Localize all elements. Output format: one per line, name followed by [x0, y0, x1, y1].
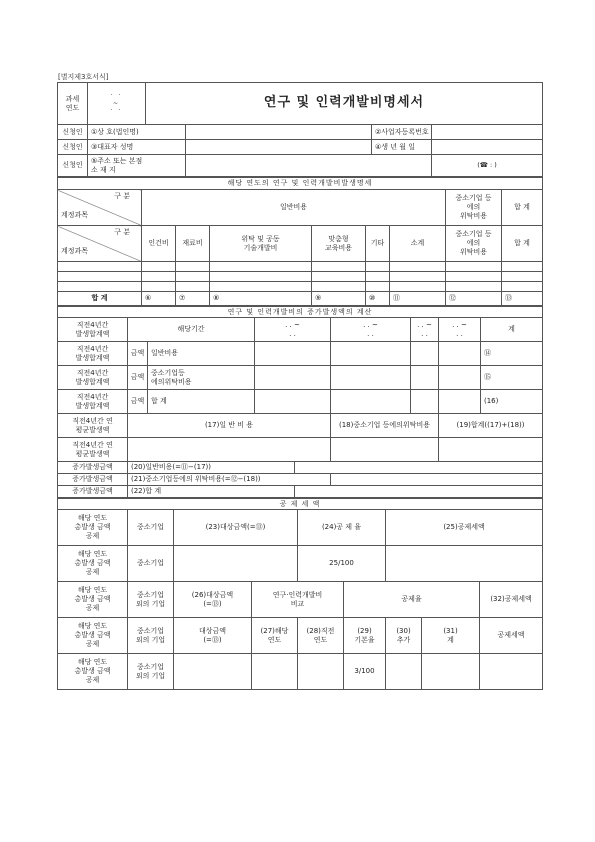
section1-title: 해당 연도의 연구 및 인력개발비발생명세 — [58, 178, 543, 190]
s2-general-c3[interactable] — [411, 342, 439, 366]
s1-sum-label: 합 계 — [58, 292, 142, 306]
s3-c25-value[interactable] — [386, 546, 543, 582]
address-label: ⑤주소 또는 본점 소 재 지 — [88, 155, 186, 177]
s2-period-label: 해당기간 — [128, 318, 255, 342]
s1-custom-edu-header: 맞춤형 교육비용 — [312, 226, 366, 262]
s3-c27: (27)해당 연도 — [252, 618, 298, 654]
s2-range-4[interactable]: . . ~ . . — [439, 318, 481, 342]
phone-field[interactable]: (☎ : ) — [432, 155, 543, 177]
s1-cell[interactable] — [176, 272, 210, 282]
s2-prev4-label: 직전4년간 발생합계액 — [58, 318, 128, 342]
s2-num-16[interactable]: (16) — [481, 390, 543, 414]
s1-cell[interactable] — [502, 262, 543, 272]
s1-data-row-3 — [58, 282, 543, 292]
s2-sum-header: 계 — [481, 318, 543, 342]
address-field[interactable] — [186, 155, 432, 177]
s2-inc-label-3: 증가발생금액 — [58, 486, 128, 498]
s1-account-text-2: 계정과목 — [61, 246, 89, 255]
s1-cell[interactable] — [58, 282, 142, 292]
s3-c26: (26)대상금액 (=⑬) — [174, 582, 252, 618]
s2-avg-17[interactable]: (17)일 반 비 용 — [128, 414, 331, 438]
s3-c30: (30) 추가 — [386, 618, 422, 654]
s2-avg-label-2: 직전4년간 연 평균발생액 — [58, 438, 128, 462]
s2-range-2[interactable]: . . ~ . . — [331, 318, 411, 342]
s3-c28-value[interactable] — [298, 654, 344, 690]
s3-c31: (31) 계 — [422, 618, 480, 654]
section-increase-table — [57, 306, 543, 498]
section2-title: 연구 및 인력개발비의 증가발생액의 계산 — [58, 307, 543, 318]
s1-gubun-text-2: 구 분 — [114, 228, 130, 236]
applicant-label-3: 신청인 — [58, 155, 88, 177]
s2-inc-22-value[interactable] — [295, 486, 543, 498]
s1-cell[interactable] — [366, 282, 390, 292]
s3-rate-3: 3/100 — [344, 654, 386, 690]
section-deduction-table — [57, 498, 543, 690]
s2-inc-22: (22)합 계 — [128, 486, 295, 498]
s2-sme-c2[interactable] — [331, 366, 411, 390]
s2-avg-19[interactable]: (19)합계((17)+(18)) — [439, 414, 543, 438]
s2-range-3[interactable]: . . ~ . . — [411, 318, 439, 342]
s1-cell[interactable] — [176, 282, 210, 292]
tax-year-value[interactable]: · · ~ · · — [88, 83, 146, 125]
s2-avg-value-19[interactable] — [439, 438, 543, 462]
s3-row-label-3: 해당 연도 총발생 금액 공제 — [58, 582, 128, 618]
company-name-label: ①상 호(법인명) — [88, 125, 186, 140]
s1-cell[interactable] — [312, 282, 366, 292]
s3-sme-1: 중소기업 — [128, 510, 174, 546]
s2-prev4-label-3: 직전4년간 발생합계액 — [58, 366, 128, 390]
s1-consign-header: 위탁 및 공동 기술개발비 — [210, 226, 312, 262]
statement-form — [57, 82, 542, 690]
s1-cell[interactable] — [312, 272, 366, 282]
s2-total-c2[interactable] — [331, 390, 411, 414]
s1-labor-header: 인건비 — [142, 226, 176, 262]
s1-cell[interactable] — [58, 272, 142, 282]
s2-sme-c3[interactable] — [411, 366, 439, 390]
s1-cell[interactable] — [366, 262, 390, 272]
sum-num-6[interactable]: ⑥ — [142, 292, 176, 306]
s3-sme-2: 중소기업 — [128, 546, 174, 582]
sum-num-7[interactable]: ⑦ — [176, 292, 210, 306]
s3-c25: (25)공제세액 — [386, 510, 543, 546]
biz-no-label: ②사업자등록번호 — [372, 125, 432, 140]
s2-inc-label-1: 증가발생금액 — [58, 462, 128, 474]
applicant-label: 신청인 — [58, 125, 88, 140]
s1-cell[interactable] — [446, 262, 502, 272]
biz-no-field[interactable] — [432, 125, 543, 140]
s1-data-row-2 — [58, 272, 543, 282]
s1-total-header-2: 합 계 — [502, 226, 543, 262]
s3-non-sme-2: 중소기업 외의 기업 — [128, 618, 174, 654]
s2-inc-label-2: 증가발생금액 — [58, 474, 128, 486]
section3-title: 공 제 세 액 — [58, 499, 543, 510]
s2-amount-label-2: 금액 — [128, 366, 148, 390]
s2-general-c1[interactable] — [255, 342, 331, 366]
s3-tax: 공제세액 — [480, 618, 543, 654]
s2-inc-21: (21)중소기업등에의 위탁비용(=⑫−(18)) — [128, 474, 331, 486]
s1-cell[interactable] — [502, 272, 543, 282]
s2-total-label: 합 계 — [148, 390, 255, 414]
s2-prev4-label-2: 직전4년간 발생합계액 — [58, 342, 128, 366]
applicant-label-2: 신청인 — [58, 140, 88, 155]
s1-cell[interactable] — [502, 282, 543, 292]
s3-c27-value[interactable] — [252, 654, 298, 690]
s2-total-c4[interactable] — [439, 390, 481, 414]
s1-cell[interactable] — [58, 262, 142, 272]
s1-data-row-1 — [58, 262, 543, 272]
birth-label: ④생 년 월 일 — [372, 140, 432, 155]
s2-avg-value-17[interactable] — [128, 438, 331, 462]
s2-amount-label: 금액 — [128, 342, 148, 366]
s3-c32: (32)공제세액 — [480, 582, 543, 618]
form-tag: [별지제3호서식] — [58, 73, 109, 81]
sum-num-8[interactable]: ⑧ — [210, 292, 312, 306]
s2-sme-c4[interactable] — [439, 366, 481, 390]
sum-num-13[interactable]: ⑬ — [502, 292, 543, 306]
s3-non-sme-1: 중소기업 외의 기업 — [128, 582, 174, 618]
s1-cell[interactable] — [366, 272, 390, 282]
s1-total-header: 합 계 — [502, 190, 543, 226]
s1-material-header: 재료비 — [176, 226, 210, 262]
s1-cell[interactable] — [390, 262, 446, 272]
s2-range-1[interactable]: . . ~ . . — [255, 318, 331, 342]
s1-cell[interactable] — [210, 262, 312, 272]
s2-total-c3[interactable] — [411, 390, 439, 414]
s2-total-c1[interactable] — [255, 390, 331, 414]
s3-row-label-2: 해당 연도 총발생 금액 공제 — [58, 546, 128, 582]
s2-prev4-label-4: 직전4년간 발생합계액 — [58, 390, 128, 414]
s1-cell[interactable] — [312, 262, 366, 272]
s2-inc-21-value[interactable] — [331, 474, 543, 486]
rep-name-field[interactable] — [186, 140, 372, 155]
sum-num-10[interactable]: ⑩ — [366, 292, 390, 306]
s1-general-header: 일반비용 — [142, 190, 446, 226]
s1-sum-row — [58, 292, 543, 306]
tax-year-label: 과세 연도 — [58, 83, 88, 125]
s1-sme-header: 중소기업 등 에의 위탁비용 — [446, 190, 502, 226]
s3-c28: (28)직전 연도 — [298, 618, 344, 654]
s3-row-label-5: 해당 연도 총발생 금액 공제 — [58, 654, 128, 690]
section-expense-table — [57, 177, 543, 306]
s1-cell[interactable] — [142, 282, 176, 292]
s1-cell[interactable] — [142, 262, 176, 272]
s2-general-label: 일반비용 — [148, 342, 255, 366]
s3-rate: 공제율 — [344, 582, 480, 618]
s1-gubun-header — [58, 190, 142, 226]
s3-c24: (24)공 제 율 — [298, 510, 386, 546]
s2-sme-c1[interactable] — [255, 366, 331, 390]
s1-cell[interactable] — [446, 272, 502, 282]
company-name-field[interactable] — [186, 125, 372, 140]
s3-row-label-4: 해당 연도 총발생 금액 공제 — [58, 618, 128, 654]
s1-etc-header: 기타 — [366, 226, 390, 262]
s2-general-c2[interactable] — [331, 342, 411, 366]
sum-num-11[interactable]: ⑪ — [390, 292, 446, 306]
s1-account-text: 계정과목 — [61, 210, 89, 219]
header-table — [57, 82, 543, 177]
s1-cell[interactable] — [446, 282, 502, 292]
s1-gubun-header-2 — [58, 226, 142, 262]
s1-cell[interactable] — [390, 272, 446, 282]
s3-tax-value[interactable] — [480, 654, 543, 690]
s2-general-c4[interactable] — [439, 342, 481, 366]
s3-row-label-1: 해당 연도 총발생 금액 공제 — [58, 510, 128, 546]
s2-inc-20: (20)일반비용(=⑪−(17)) — [128, 462, 295, 474]
sum-num-9[interactable]: ⑨ — [312, 292, 366, 306]
page-title: 연구 및 인력개발비명세서 — [146, 83, 543, 125]
s1-gubun-text: 구 분 — [114, 192, 130, 200]
s1-sme-header-2: 중소기업 등 에의 위탁비용 — [446, 226, 502, 262]
s2-num-14[interactable]: ⑭ — [481, 342, 543, 366]
s3-c31-value[interactable] — [422, 654, 480, 690]
rep-name-label: ③대표자 성명 — [88, 140, 186, 155]
s3-c23: (23)대상금액(=⑬) — [174, 510, 298, 546]
s3-c30-value[interactable] — [386, 654, 422, 690]
s2-avg-value-18[interactable] — [331, 438, 439, 462]
s2-inc-20-value[interactable] — [295, 462, 543, 474]
s2-avg-18[interactable]: (18)중소기업 등에의위탁비용 — [331, 414, 439, 438]
s1-subtotal-header: 소계 — [390, 226, 446, 262]
s2-amount-label-3: 금액 — [128, 390, 148, 414]
s3-ratio: 연구·인력개발비 비교 — [252, 582, 344, 618]
s3-c29: (29) 기본율 — [344, 618, 386, 654]
s3-target-value[interactable] — [174, 654, 252, 690]
s1-cell[interactable] — [210, 272, 312, 282]
s3-rate-25: 25/100 — [298, 546, 386, 582]
s3-c23-value[interactable] — [174, 546, 298, 582]
s1-cell[interactable] — [390, 282, 446, 292]
s1-cell[interactable] — [142, 272, 176, 282]
s1-cell[interactable] — [176, 262, 210, 272]
s2-avg-label: 직전4년간 연 평균발생액 — [58, 414, 128, 438]
birth-field[interactable] — [432, 140, 543, 155]
s1-cell[interactable] — [210, 282, 312, 292]
s2-sme-label: 중소기업등 에의위탁비용 — [148, 366, 255, 390]
s2-num-15[interactable]: ⑮ — [481, 366, 543, 390]
s3-non-sme-3: 중소기업 외의 기업 — [128, 654, 174, 690]
sum-num-12[interactable]: ⑫ — [446, 292, 502, 306]
s3-target: 대상금액 (=⑬) — [174, 618, 252, 654]
